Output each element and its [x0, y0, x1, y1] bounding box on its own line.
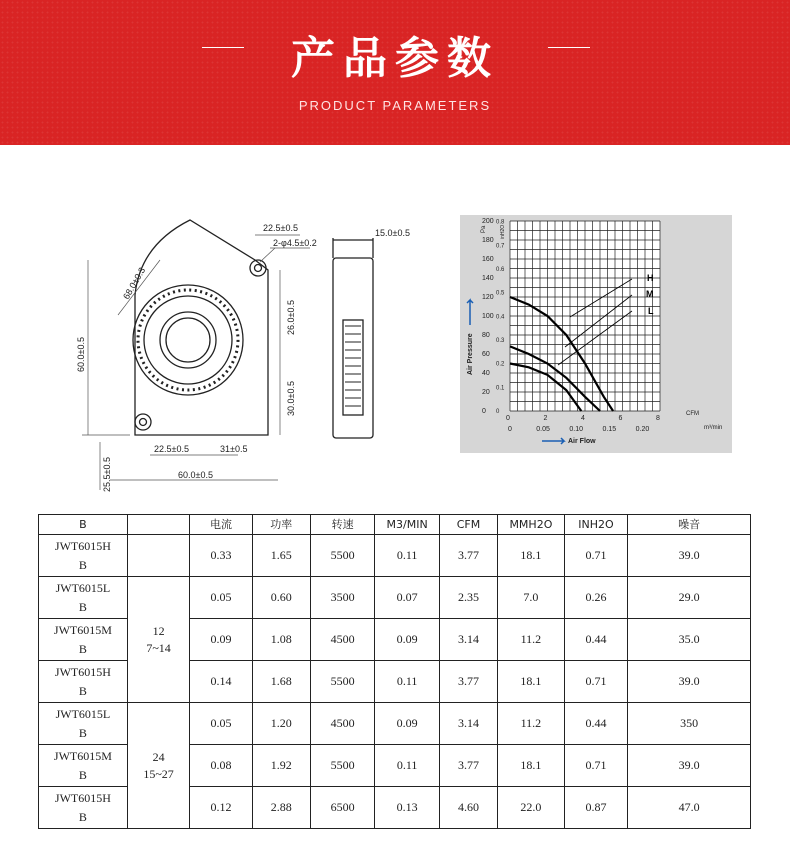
inh2o-tick-label: 0	[496, 409, 500, 415]
cfm-cell: 3.77	[439, 661, 497, 703]
pa-tick-label: 160	[482, 256, 494, 263]
m3-tick-label: 0.20	[635, 426, 650, 433]
mmh2o-cell: 18.1	[498, 745, 565, 787]
power-cell: 1.65	[252, 535, 310, 577]
m3min-cell: 0.13	[375, 787, 440, 829]
pa-tick-label: 20	[482, 389, 490, 396]
model-cell: JWT6015H B	[39, 535, 128, 577]
inh2o-tick-label: 0.3	[496, 338, 505, 345]
inh2o-cell: 0.26	[564, 577, 627, 619]
header-banner	[0, 0, 790, 145]
fan-outer-ring	[133, 285, 243, 395]
header-m3min: M3/MIN	[375, 515, 440, 535]
cfm-tick-label: 2	[543, 415, 548, 422]
dim-total-height: 60.0±0.5	[76, 337, 86, 372]
noise-cell: 35.0	[628, 619, 751, 661]
cfm-cell: 3.77	[439, 745, 497, 787]
noise-cell: 39.0	[628, 535, 751, 577]
header-model: B	[39, 515, 128, 535]
curve-label-h: H	[647, 273, 654, 283]
fan-inner-ring	[144, 296, 232, 384]
speed-cell: 3500	[310, 577, 375, 619]
cfm-tick-label: 6	[618, 415, 623, 422]
mount-hole-top-inner	[255, 265, 262, 272]
page-subtitle: PRODUCT PARAMETERS	[298, 98, 492, 113]
m3min-cell: 0.11	[375, 661, 440, 703]
header-inh2o: INH2O	[564, 515, 627, 535]
cfm-cell: 4.60	[439, 787, 497, 829]
cfm-tick-label: 8	[656, 415, 660, 422]
fan-hub-inner	[166, 318, 210, 362]
noise-cell: 39.0	[628, 661, 751, 703]
voltage-cell: 12 7~14	[127, 577, 189, 703]
model-cell: JWT6015H B	[39, 661, 128, 703]
inh2o-cell: 0.44	[564, 703, 627, 745]
speed-cell: 5500	[310, 535, 375, 577]
curve-label-l: L	[648, 306, 654, 316]
mmh2o-cell: 18.1	[498, 661, 565, 703]
current-cell: 0.33	[190, 535, 252, 577]
cfm-unit-label: CFM	[686, 411, 699, 417]
dim-bottom-mid: 31±0.5	[220, 444, 248, 454]
inh2o-tick-label: 0.4	[496, 314, 505, 321]
noise-cell: 29.0	[628, 577, 751, 619]
mmh2o-cell: 11.2	[498, 619, 565, 661]
speed-cell: 6500	[310, 787, 375, 829]
cfm-tick-label: 4	[581, 415, 585, 422]
inh2o-tick-label: 0.1	[496, 385, 505, 392]
inh2o-cell: 0.71	[564, 745, 627, 787]
model-cell: JWT6015H B	[39, 787, 128, 829]
header-voltage	[127, 515, 189, 535]
voltage-cell: 24 15~27	[127, 703, 189, 829]
cfm-tick-label: 0	[506, 415, 510, 422]
noise-cell: 350	[628, 703, 751, 745]
header-speed: 转速	[310, 515, 375, 535]
pa-tick-label: 120	[482, 294, 494, 301]
inh2o-cell: 0.87	[564, 787, 627, 829]
current-cell: 0.05	[190, 703, 252, 745]
inh2o-cell: 0.44	[564, 619, 627, 661]
cfm-cell: 2.35	[439, 577, 497, 619]
mmh2o-cell: 18.1	[498, 535, 565, 577]
inh2o-tick-label: 0.5	[496, 290, 505, 297]
current-cell: 0.08	[190, 745, 252, 787]
dim-diagonal: 68.0±0.3	[121, 265, 148, 301]
inh2o-tick-label: 0.8	[496, 219, 505, 226]
pa-tick-label: 80	[482, 332, 490, 339]
table-row	[39, 703, 751, 745]
voltage-cell	[127, 535, 189, 577]
header-current: 电流	[190, 515, 252, 535]
pa-tick-label: 180	[482, 237, 494, 244]
fan-blades	[138, 290, 238, 390]
m3min-cell: 0.11	[375, 535, 440, 577]
table-row	[39, 535, 751, 577]
model-cell: JWT6015M B	[39, 619, 128, 661]
power-cell: 1.92	[252, 745, 310, 787]
pa-tick-label: 200	[482, 218, 494, 225]
x-axis-label: Air Flow	[568, 438, 596, 445]
m3min-cell: 0.11	[375, 745, 440, 787]
performance-graph	[460, 215, 732, 453]
y-axis-label: Air Pressure	[467, 333, 474, 375]
curve-label-m: M	[646, 289, 654, 299]
model-cell: JWT6015M B	[39, 745, 128, 787]
noise-cell: 47.0	[628, 787, 751, 829]
m3min-cell: 0.09	[375, 619, 440, 661]
power-cell: 0.60	[252, 577, 310, 619]
current-cell: 0.09	[190, 619, 252, 661]
header-cfm: CFM	[439, 515, 497, 535]
current-cell: 0.12	[190, 787, 252, 829]
mount-hole-bottom	[135, 414, 151, 430]
m3-tick-label: 0.05	[536, 426, 550, 433]
m3-unit-label: m³/min	[704, 425, 723, 431]
dim-hole-offset: 25.5±0.5	[102, 457, 112, 492]
mmh2o-cell: 7.0	[498, 577, 565, 619]
header-power: 功率	[252, 515, 310, 535]
speed-cell: 4500	[310, 703, 375, 745]
fan-housing-outline	[135, 220, 268, 435]
dim-side-depth: 15.0±0.5	[375, 228, 410, 238]
inh2o-tick-label: 0.2	[496, 361, 505, 368]
inh2o-tick-label: 0.6	[496, 267, 505, 274]
pa-tick-label: 0	[482, 408, 486, 415]
pa-tick-label: 100	[482, 313, 494, 320]
pa-tick-label: 40	[482, 370, 490, 377]
cfm-cell: 3.77	[439, 535, 497, 577]
power-cell: 1.20	[252, 703, 310, 745]
dim-top-width: 22.5±0.5	[263, 223, 298, 233]
power-cell: 1.68	[252, 661, 310, 703]
pa-tick-label: 140	[482, 275, 494, 282]
mmh2o-cell: 22.0	[498, 787, 565, 829]
page-title: 产品参数	[291, 33, 499, 84]
power-cell: 1.08	[252, 619, 310, 661]
speed-cell: 4500	[310, 619, 375, 661]
fan-hub	[160, 312, 216, 368]
header-noise: 噪音	[628, 515, 751, 535]
m3-tick-label: 0.15	[602, 426, 617, 433]
dim-total-width: 60.0±0.5	[178, 470, 213, 480]
header-mmh2o: MMH2O	[498, 515, 565, 535]
fan-dimension-drawing	[70, 200, 430, 500]
inh2o-unit-label: inH2O	[500, 224, 506, 239]
inh2o-cell: 0.71	[564, 535, 627, 577]
current-cell: 0.14	[190, 661, 252, 703]
m3-tick-label: 0.10	[569, 426, 584, 433]
dim-bottom-left: 22.5±0.5	[154, 444, 189, 454]
model-cell: JWT6015L B	[39, 577, 128, 619]
dim-lower-height: 30.0±0.5	[286, 381, 296, 416]
dim-upper-height: 26.0±0.5	[286, 300, 296, 335]
noise-cell: 39.0	[628, 745, 751, 787]
model-cell: JWT6015L B	[39, 703, 128, 745]
current-cell: 0.05	[190, 577, 252, 619]
pa-unit-label: Pa	[481, 225, 487, 233]
speed-cell: 5500	[310, 661, 375, 703]
cfm-cell: 3.14	[439, 619, 497, 661]
inh2o-tick-label: 0.7	[496, 243, 505, 250]
speed-cell: 5500	[310, 745, 375, 787]
spec-table	[38, 514, 751, 829]
m3min-cell: 0.07	[375, 577, 440, 619]
inh2o-cell: 0.71	[564, 661, 627, 703]
pa-tick-label: 60	[482, 351, 490, 358]
table-header-row	[39, 515, 751, 535]
fan-side-view	[333, 238, 373, 438]
table-row	[39, 577, 751, 619]
dim-hole-size: 2-φ4.5±0.2	[273, 238, 317, 248]
mount-hole-bottom-inner	[140, 419, 147, 426]
m3min-cell: 0.09	[375, 703, 440, 745]
m3-tick-label: 0	[508, 426, 512, 433]
cfm-cell: 3.14	[439, 703, 497, 745]
power-cell: 2.88	[252, 787, 310, 829]
mmh2o-cell: 11.2	[498, 703, 565, 745]
